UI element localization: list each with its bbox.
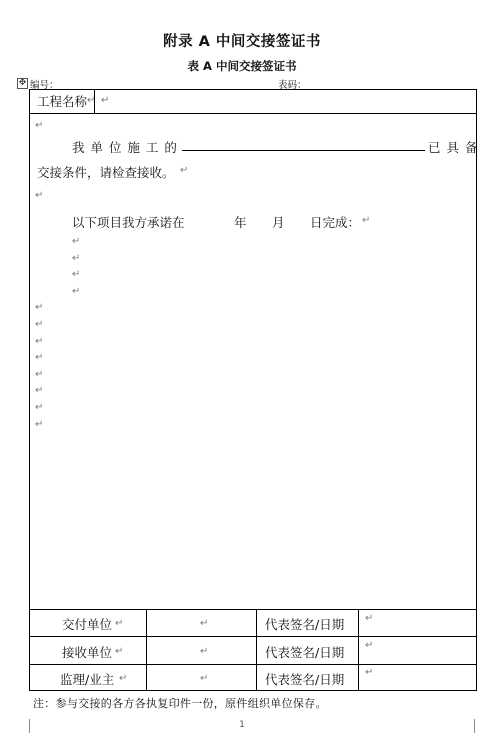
- row-divider: [29, 609, 477, 610]
- promise-prefix: 以下项目我方承诺在: [72, 215, 185, 230]
- work-item-blank[interactable]: [182, 150, 425, 151]
- paragraph-mark: ↵: [35, 352, 44, 363]
- list-item-mark[interactable]: ↵: [72, 236, 81, 247]
- statement-text-end: 已 具 备: [428, 140, 479, 155]
- paragraph-mark: ↵: [35, 190, 44, 201]
- page-number: 1: [239, 720, 245, 730]
- list-item-mark[interactable]: ↵: [72, 253, 81, 264]
- paragraph-mark: ↵: [362, 215, 371, 226]
- col-divider: [256, 609, 257, 691]
- paragraph-mark: ↵: [35, 385, 44, 396]
- paragraph-mark: ↵: [35, 336, 44, 347]
- promise-year: 年: [234, 215, 247, 230]
- delivering-unit-value[interactable]: ↵: [200, 618, 209, 629]
- statement-text: 我 单 位 施 工 的: [72, 140, 178, 155]
- receiving-unit-value[interactable]: ↵: [200, 646, 209, 657]
- promise-day: 日完成：: [310, 215, 361, 230]
- paragraph-mark: ↵: [35, 369, 44, 380]
- supervisor-owner-value[interactable]: ↵: [200, 673, 209, 684]
- paragraph-mark: ↵: [87, 95, 96, 106]
- receiving-unit-label: 接收单位: [62, 645, 113, 660]
- paragraph-mark: ↵: [180, 165, 189, 176]
- col-divider: [358, 609, 359, 691]
- supervisor-owner-label: 监理/业主: [60, 672, 115, 687]
- paragraph-mark: ↵: [35, 120, 44, 131]
- receiving-sign-label: 代表签名/日期: [265, 645, 345, 660]
- delivering-unit-label: 交付单位: [62, 617, 113, 632]
- delivering-sign-value[interactable]: ↵: [365, 613, 374, 624]
- paragraph-mark: ↵: [115, 618, 124, 629]
- row-divider: [29, 636, 477, 637]
- receiving-sign-value[interactable]: ↵: [365, 640, 374, 651]
- statement-line-2: 交接条件，请检查接收。: [37, 165, 175, 180]
- project-name-value[interactable]: ↵: [101, 95, 110, 106]
- document-subtitle: 表 A 中间交接签证书: [187, 59, 297, 73]
- row-divider: [29, 664, 477, 665]
- document-title: 附录 A 中间交接签证书: [163, 34, 321, 50]
- form-code-label: 表码：: [278, 80, 307, 91]
- list-item-mark[interactable]: ↵: [72, 286, 81, 297]
- paragraph-mark: ↵: [115, 646, 124, 657]
- table-move-handle-icon[interactable]: ✥: [18, 78, 27, 88]
- paragraph-mark: ↵: [35, 419, 44, 430]
- paragraph-mark: ↵: [119, 673, 128, 684]
- supervisor-sign-label: 代表签名/日期: [265, 672, 345, 687]
- number-label: 编号：: [30, 80, 59, 91]
- paragraph-mark: ↵: [35, 302, 44, 313]
- supervisor-sign-value[interactable]: ↵: [365, 667, 374, 678]
- row-divider: [29, 113, 477, 114]
- footnote: 注：参与交接的各方各执复印件一份，原件组织单位保存。: [33, 697, 327, 710]
- col-divider: [146, 609, 147, 691]
- paragraph-mark: ↵: [35, 402, 44, 413]
- paragraph-mark: ↵: [35, 319, 44, 330]
- project-name-label: 工程名称: [37, 94, 88, 109]
- promise-month: 月: [272, 215, 285, 230]
- list-item-mark[interactable]: ↵: [72, 269, 81, 280]
- delivering-sign-label: 代表签名/日期: [265, 617, 345, 632]
